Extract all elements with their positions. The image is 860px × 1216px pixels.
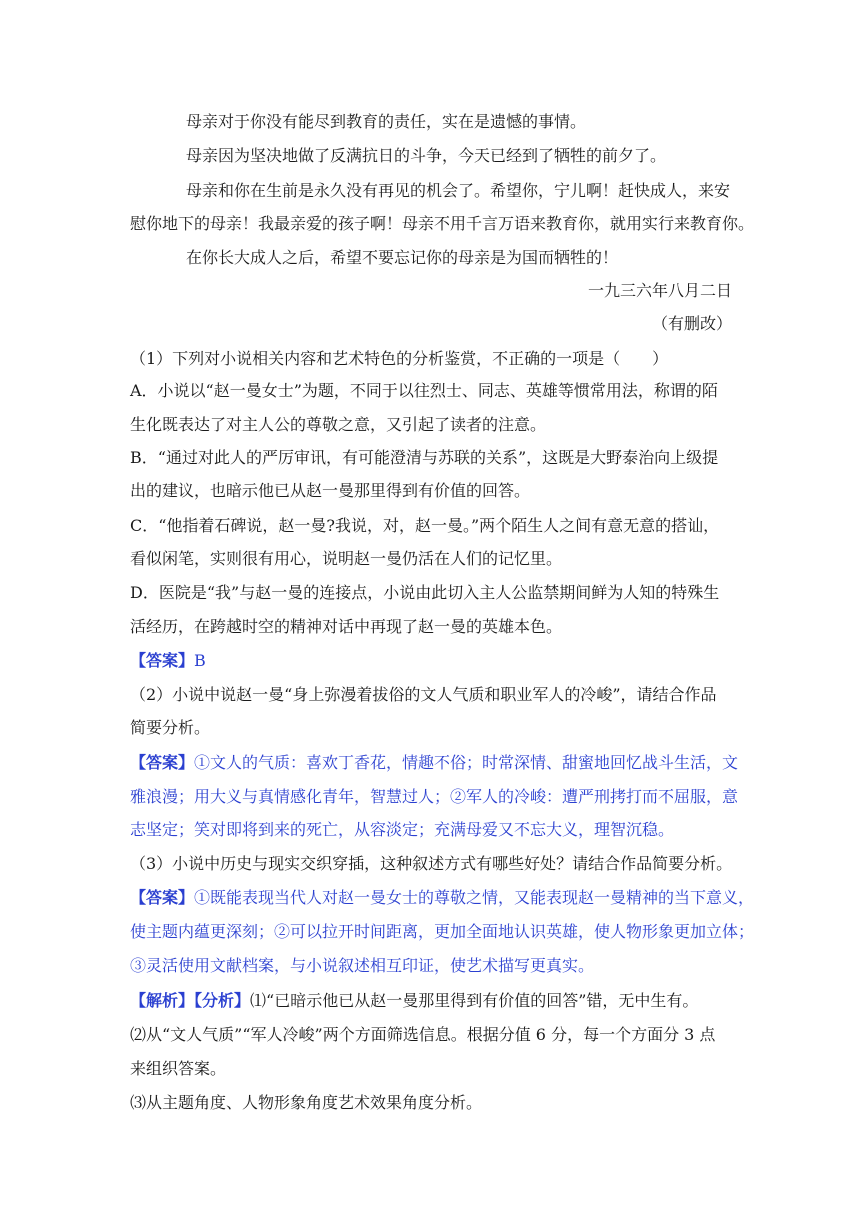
letter-paragraph-3-line-2: 慰你地下的母亲！我最亲爱的孩子啊！母亲不用千言万语来教育你，就用实行来教育你。 (130, 214, 755, 233)
question-1-stem: （1）下列对小说相关内容和艺术特色的分析鉴赏，不正确的一项是（ ） (130, 349, 669, 368)
answer-tag: 【答案】 (130, 753, 195, 772)
question-2-answer-line-3: 志坚定；笑对即将到来的死亡，从容淡定；充满母爱又不忘大义，理智沉稳。 (130, 820, 675, 839)
option-b-line-2: 出的建议，也暗示他已从赵一曼那里得到有价值的回答。 (130, 481, 531, 500)
answer-tag: 【答案】 (130, 888, 195, 907)
letter-paragraph-2: 母亲因为坚决地做了反满抗日的斗争，今天已经到了牺牲的前夕了。 (186, 146, 667, 165)
answer-text: ①既能表现当代人对赵一曼女士的尊敬之情，又能表现赵一曼精神的当下意义， (194, 888, 755, 907)
letter-paragraph-1: 母亲对于你没有能尽到教育的责任，实在是遗憾的事情。 (186, 112, 587, 131)
analysis-sub-tag: 【分析】 (194, 991, 251, 1010)
option-d-line-1: D．医院是“我”与赵一曼的连接点，小说由此切入主人公监禁期间鲜为人知的特殊生 (130, 583, 720, 602)
option-a-line-1: A．小说以“赵一曼女士”为题，不同于以往烈士、同志、英雄等惯常用法，称谓的陌 (130, 381, 718, 400)
question-3-answer-line-1 (130, 888, 755, 908)
option-b-line-1: B．“通过对此人的严厉审讯，有可能澄清与苏联的关系”，这既是大野泰治向上级提 (130, 448, 719, 467)
answer-text: ①文人的气质：喜欢丁香花，情趣不俗；时常深情、甜蜜地回忆战斗生活，文 (194, 753, 739, 772)
letter-date: 一九三六年八月二日 (587, 281, 732, 300)
question-2-answer-line-1 (130, 753, 739, 773)
analysis-line-4: ⑶从主题角度、人物形象角度艺术效果角度分析。 (130, 1093, 483, 1112)
answer-text: B (194, 651, 206, 670)
question-3-stem: （3）小说中历史与现实交织穿插，这种叙述方式有哪些好处？请结合作品简要分析。 (130, 854, 733, 873)
option-c-line-2: 看似闲笔，实则很有用心，说明赵一曼仍活在人们的记忆里。 (130, 549, 563, 568)
question-2-answer-line-2: 雅浪漫；用大义与真情感化青年，智慧过人；②军人的冷峻：遭严刑拷打而不屈服，意 (130, 787, 739, 806)
analysis-line-1 (130, 991, 732, 1011)
question-2-stem-line-2: 简要分析。 (130, 718, 211, 737)
question-3-answer-line-2: 使主题内蕴更深刻；②可以拉开时间距离，更加全面地认识英雄，使人物形象更加立体； (130, 922, 755, 941)
option-d-line-2: 活经历，在跨越时空的精神对话中再现了赵一曼的英雄本色。 (130, 617, 563, 636)
source-note: （有删改） (651, 314, 732, 333)
analysis-line-2: ⑵从“文人气质”“军人冷峻”两个方面筛选信息。根据分值 6 分，每一个方面分 3 点 (130, 1025, 716, 1044)
option-c-line-1: C．“他指着石碑说，赵一曼?我说，对，赵一曼。”两个陌生人之间有意无意的搭讪， (130, 516, 720, 535)
question-2-stem-line-1: （2）小说中说赵一曼“身上弥漫着拔俗的文人气质和职业军人的冷峻”，请结合作品 (130, 685, 717, 704)
analysis-tag: 【解析】 (130, 991, 195, 1010)
question-3-answer-line-3: ③灵活使用文献档案，与小说叙述相互印证，使艺术描写更真实。 (130, 956, 595, 975)
question-1-answer (130, 651, 732, 671)
analysis-text: ⑴“已暗示他已从赵一曼那里得到有价值的回答”错，无中生有。 (250, 991, 699, 1010)
answer-tag: 【答案】 (130, 651, 195, 670)
option-a-line-2: 生化既表达了对主人公的尊敬之意，又引起了读者的注意。 (130, 415, 547, 434)
letter-paragraph-3-line-1: 母亲和你在生前是永久没有再见的机会了。希望你，宁儿啊！赶快成人，来安 (186, 181, 731, 200)
letter-paragraph-4: 在你长大成人之后，希望不要忘记你的母亲是为国而牺牲的！ (186, 248, 619, 267)
analysis-line-3: 来组织答案。 (130, 1059, 227, 1078)
